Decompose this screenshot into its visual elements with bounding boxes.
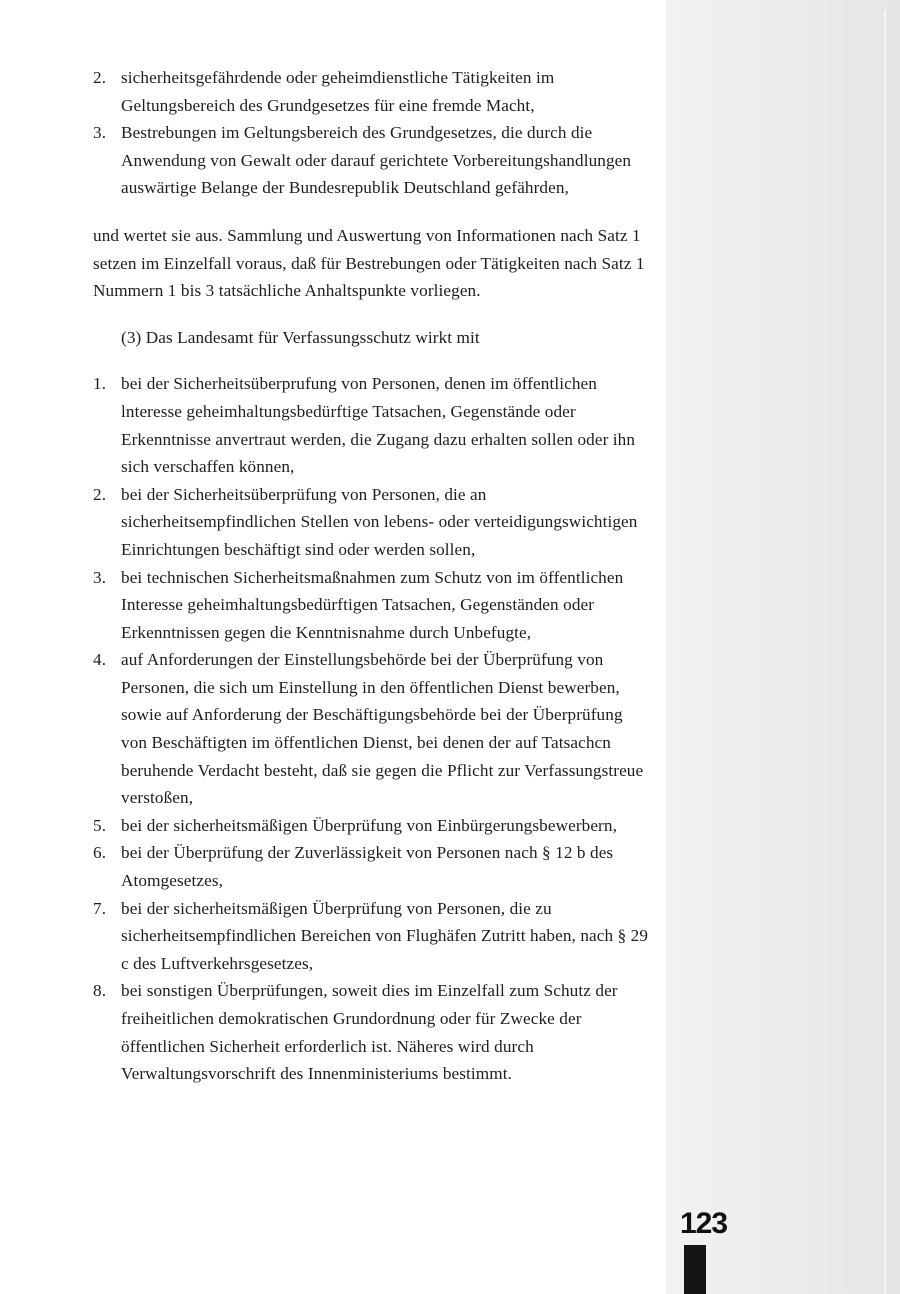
spacer [93,305,653,324]
margin-edge-line [884,10,886,1294]
list-b-item-2 [93,481,653,564]
list-b-item-7-number: 7. [93,898,107,918]
list-a-item-3-text: Bestrebungen im Geltungsbereich des Grundgesetzes, die durch die Anwendung von Gewalt oder darauf gerichtete Vorbereitungshandlungen auswärtige Belange der Bundesrepublik Deutschland gefährden, [121,123,632,198]
list-b-item-8-number: 8. [93,981,107,1001]
list-b-item-6 [93,839,653,894]
list-b-item-1 [93,370,653,480]
list-b-item-4 [93,646,653,812]
list-b-item-1-number: 1. [93,374,107,394]
list-b-item-2-text: bei der Sicherheitsüberprüfung von Personen, die an sicherheitsempfindlichen Stellen von lebens- oder verteidigungswichtigen Einrichtungen beschäftigt sind oder werden sollen, [121,484,638,559]
page-margin-strip [666,0,900,1294]
list-b-item-7-text: bei der sicherheitsmäßigen Überprüfung von Personen, die zu sicherheitsempfindlichen Bereichen von Flughäfen Zutritt haben, nach § 29 c des Luftverkehrsgesetzes, [121,898,649,973]
page-marker-bar [684,1245,706,1294]
list-b-item-7 [93,895,653,978]
list-b-item-5-text: bei der sicherheitsmäßigen Überprüfung von Einbürgerungsbewerbern, [121,815,617,835]
list-b-item-2-number: 2. [93,484,107,504]
list-b-item-1-text: bei der Sicherheitsüberprufung von Personen, denen im öffentlichen lnteresse geheimhaltungsbedürftige Tatsachen, Gegenstände oder Erkenntnisse anvertraut werden, die Zugang dazu erhalten sollen oder ihn sich verschaffen können, [121,374,636,477]
paragraph-collection: und wertet sie aus. Sammlung und Auswertung von Informationen nach Satz 1 setzen im Einzelfall voraus, daß für Bestrebungen oder Tätigkeiten nach Satz 1 Nummern 1 bis 3 tatsächliche Anhaltspunkte vorliegen. [93,225,645,301]
list-a-item-2-number: 2. [93,68,107,87]
list-b-item-8 [93,977,653,1087]
list-a-item-2-text: sicherheitsgefährdende oder geheimdienstliche Tätigkeiten im Geltungsbereich des Grundgesetzes für eine fremde Macht, [121,68,555,115]
list-b-item-4-number: 4. [93,650,107,670]
list-b-item-6-text: bei der Überprüfung der Zuverlässigkeit von Personen nach § 12 b des Atomgesetzes, [121,843,614,891]
list-b-item-5-number: 5. [93,815,107,835]
list-b-item-3-text: bei technischen Sicherheitsmaßnahmen zum Schutz von im öffentlichen Interesse geheimhaltungsbedürftigen Tatsachen, Gegenständen oder Erkenntnissen gegen die Kenntnisnahme durch Unbefugte, [121,567,624,642]
spacer [93,202,653,222]
list-b-item-4-text: auf Anforderungen der Einstellungsbehörde bei der Überprüfung von Personen, die sich um Einstellung in den öffentlichen Dienst bewerben, sowie auf Anforderung der Beschäftigungsbehörde bei der Überprüfung von Beschäftigten im öffentlichen Dienst, bei denen der auf Tatsachcn beruhende Verdacht besteht, daß sie gegen die Pflicht zur Verfassungstreue verstoßen, [121,650,644,808]
paragraph-section-3: (3) Das Landesamt für Verfassungsschutz wirkt mit [121,327,480,347]
list-a-item-2 [93,64,653,119]
document-body [93,64,653,1088]
list-b-item-3-number: 3. [93,567,107,587]
list-a-item-3-number: 3. [93,123,107,143]
list-a-item-3 [93,119,653,202]
page-number: 123 [680,1207,728,1240]
list-b-item-5 [93,812,653,840]
spacer [93,351,653,370]
list-b-item-6-number: 6. [93,843,107,863]
list-b-item-3 [93,564,653,647]
list-b-item-8-text: bei sonstigen Überprüfungen, soweit dies im Einzelfall zum Schutz der freiheitlichen demokratischen Grundordnung oder für Zwecke der öffentlichen Sicherheit erforderlich ist. Näheres wird durch Verwaltungsvorschrift des Innenministeriums bestimmt. [121,981,618,1084]
